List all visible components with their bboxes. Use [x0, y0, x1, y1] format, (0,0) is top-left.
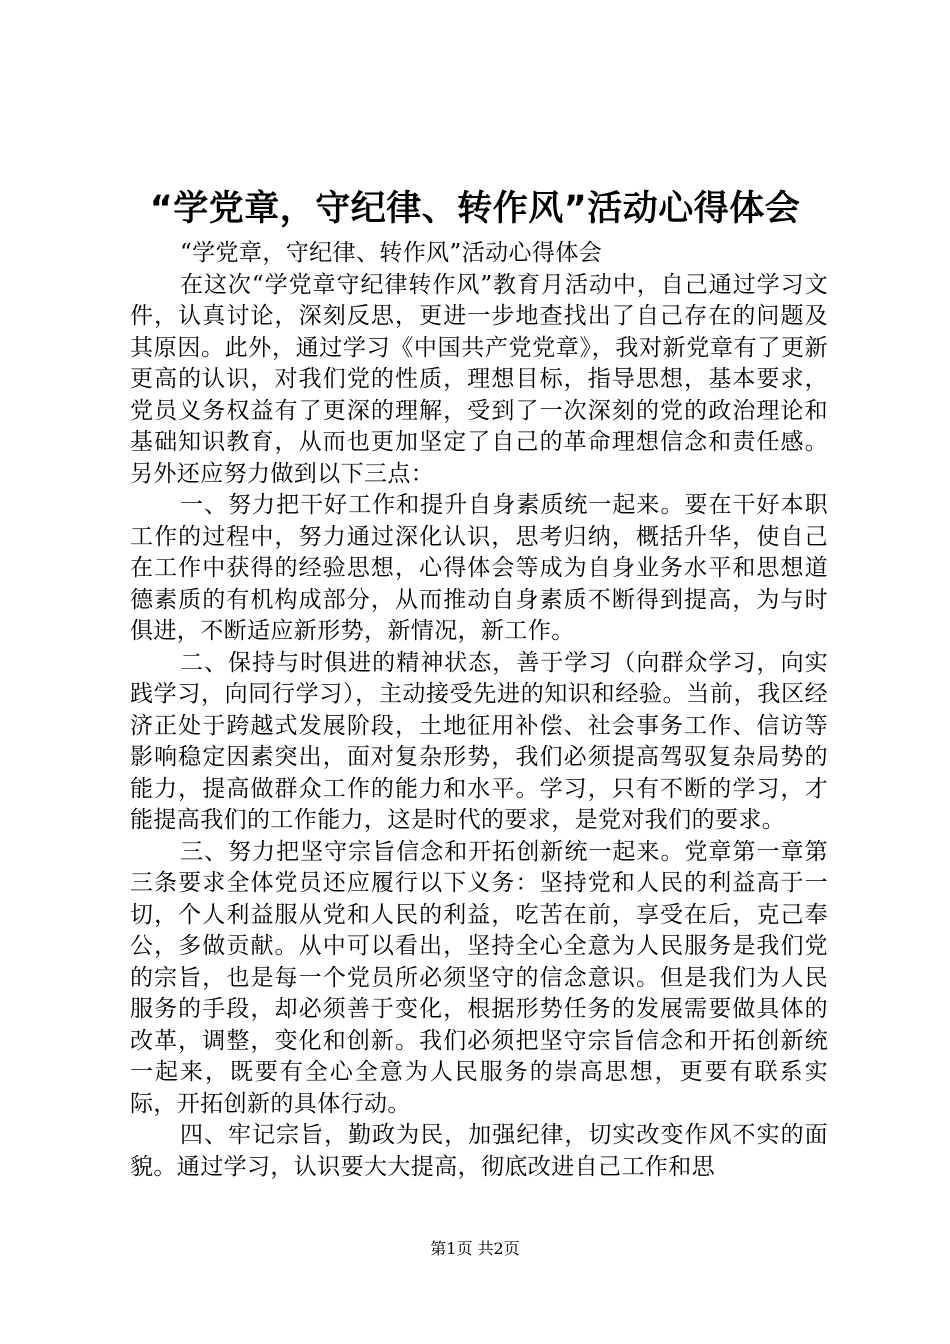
- paragraph-subtitle: “学党章，守纪律、转作风”活动心得体会: [180, 240, 603, 266]
- paragraph-intro: 在这次“学党章守纪律转作风”教育月活动中，自己通过学习文件，认真讨论，深刻反思，更进一步地查找出了自己存在的问题及其原因。此外，通过学习《中国共产党党章》，我对新党章有了更新更高的认识，对我们党的性质，理想目标，指导思想，基本要求，党员义务权益有了更深的理解，受到了一次深刻的党的政治理论和基础知识教育，从而也更加坚定了自己的革命理想信念和责任感。另外还应努力做到以下三点：: [130, 271, 828, 487]
- document-title: “学党章，守纪律、转作风”活动心得体会: [149, 189, 801, 229]
- paragraph-point-four: 四、牢记宗旨，勤政为民，加强纪律，切实改变作风不实的面貌。通过学习，认识要大大提高，彻底改进自己工作和思: [130, 1122, 828, 1180]
- paragraph-point-three: 三、努力把坚守宗旨信念和开拓创新统一起来。党章第一章第三条要求全体党员还应履行以下义务：坚持党和人民的利益高于一切，个人利益服从党和人民的利益，吃苦在前，享受在后，克己奉公，多做贡献。从中可以看出，坚持全心全意为人民服务是我们党的宗旨，也是每一个党员所必须坚守的信念意识。但是我们为人民服务的手段，却必须善于变化，根据形势任务的发展需要做具体的改革，调整，变化和创新。我们必须把坚守宗旨信念和开拓创新统一起来，既要有全心全意为人民服务的崇高思想，更要有联系实际，开拓创新的具体行动。: [130, 838, 828, 1117]
- page-number-footer: 第1页 共2页: [430, 1239, 520, 1258]
- document-body: [130, 238, 828, 1183]
- paragraph-point-two: 二、保持与时俱进的精神状态，善于学习（向群众学习，向实践学习，向同行学习），主动接受先进的知识和经验。当前，我区经济正处于跨越式发展阶段，土地征用补偿、社会事务工作、信访等影响稳定因素突出，面对复杂形势，我们必须提高驾驭复杂局势的能力，提高做群众工作的能力和水平。学习，只有不断的学习，才能提高我们的工作能力，这是时代的要求，是党对我们的要求。: [130, 649, 828, 833]
- paragraph-point-one: 一、努力把干好工作和提升自身素质统一起来。要在干好本职工作的过程中，努力通过深化认识，思考归纳，概括升华，使自己在工作中获得的经验思想，心得体会等成为自身业务水平和思想道德素质的有机构成部分，从而推动自身素质不断得到提高，为与时俱进，不断适应新形势，新情况，新工作。: [130, 492, 828, 644]
